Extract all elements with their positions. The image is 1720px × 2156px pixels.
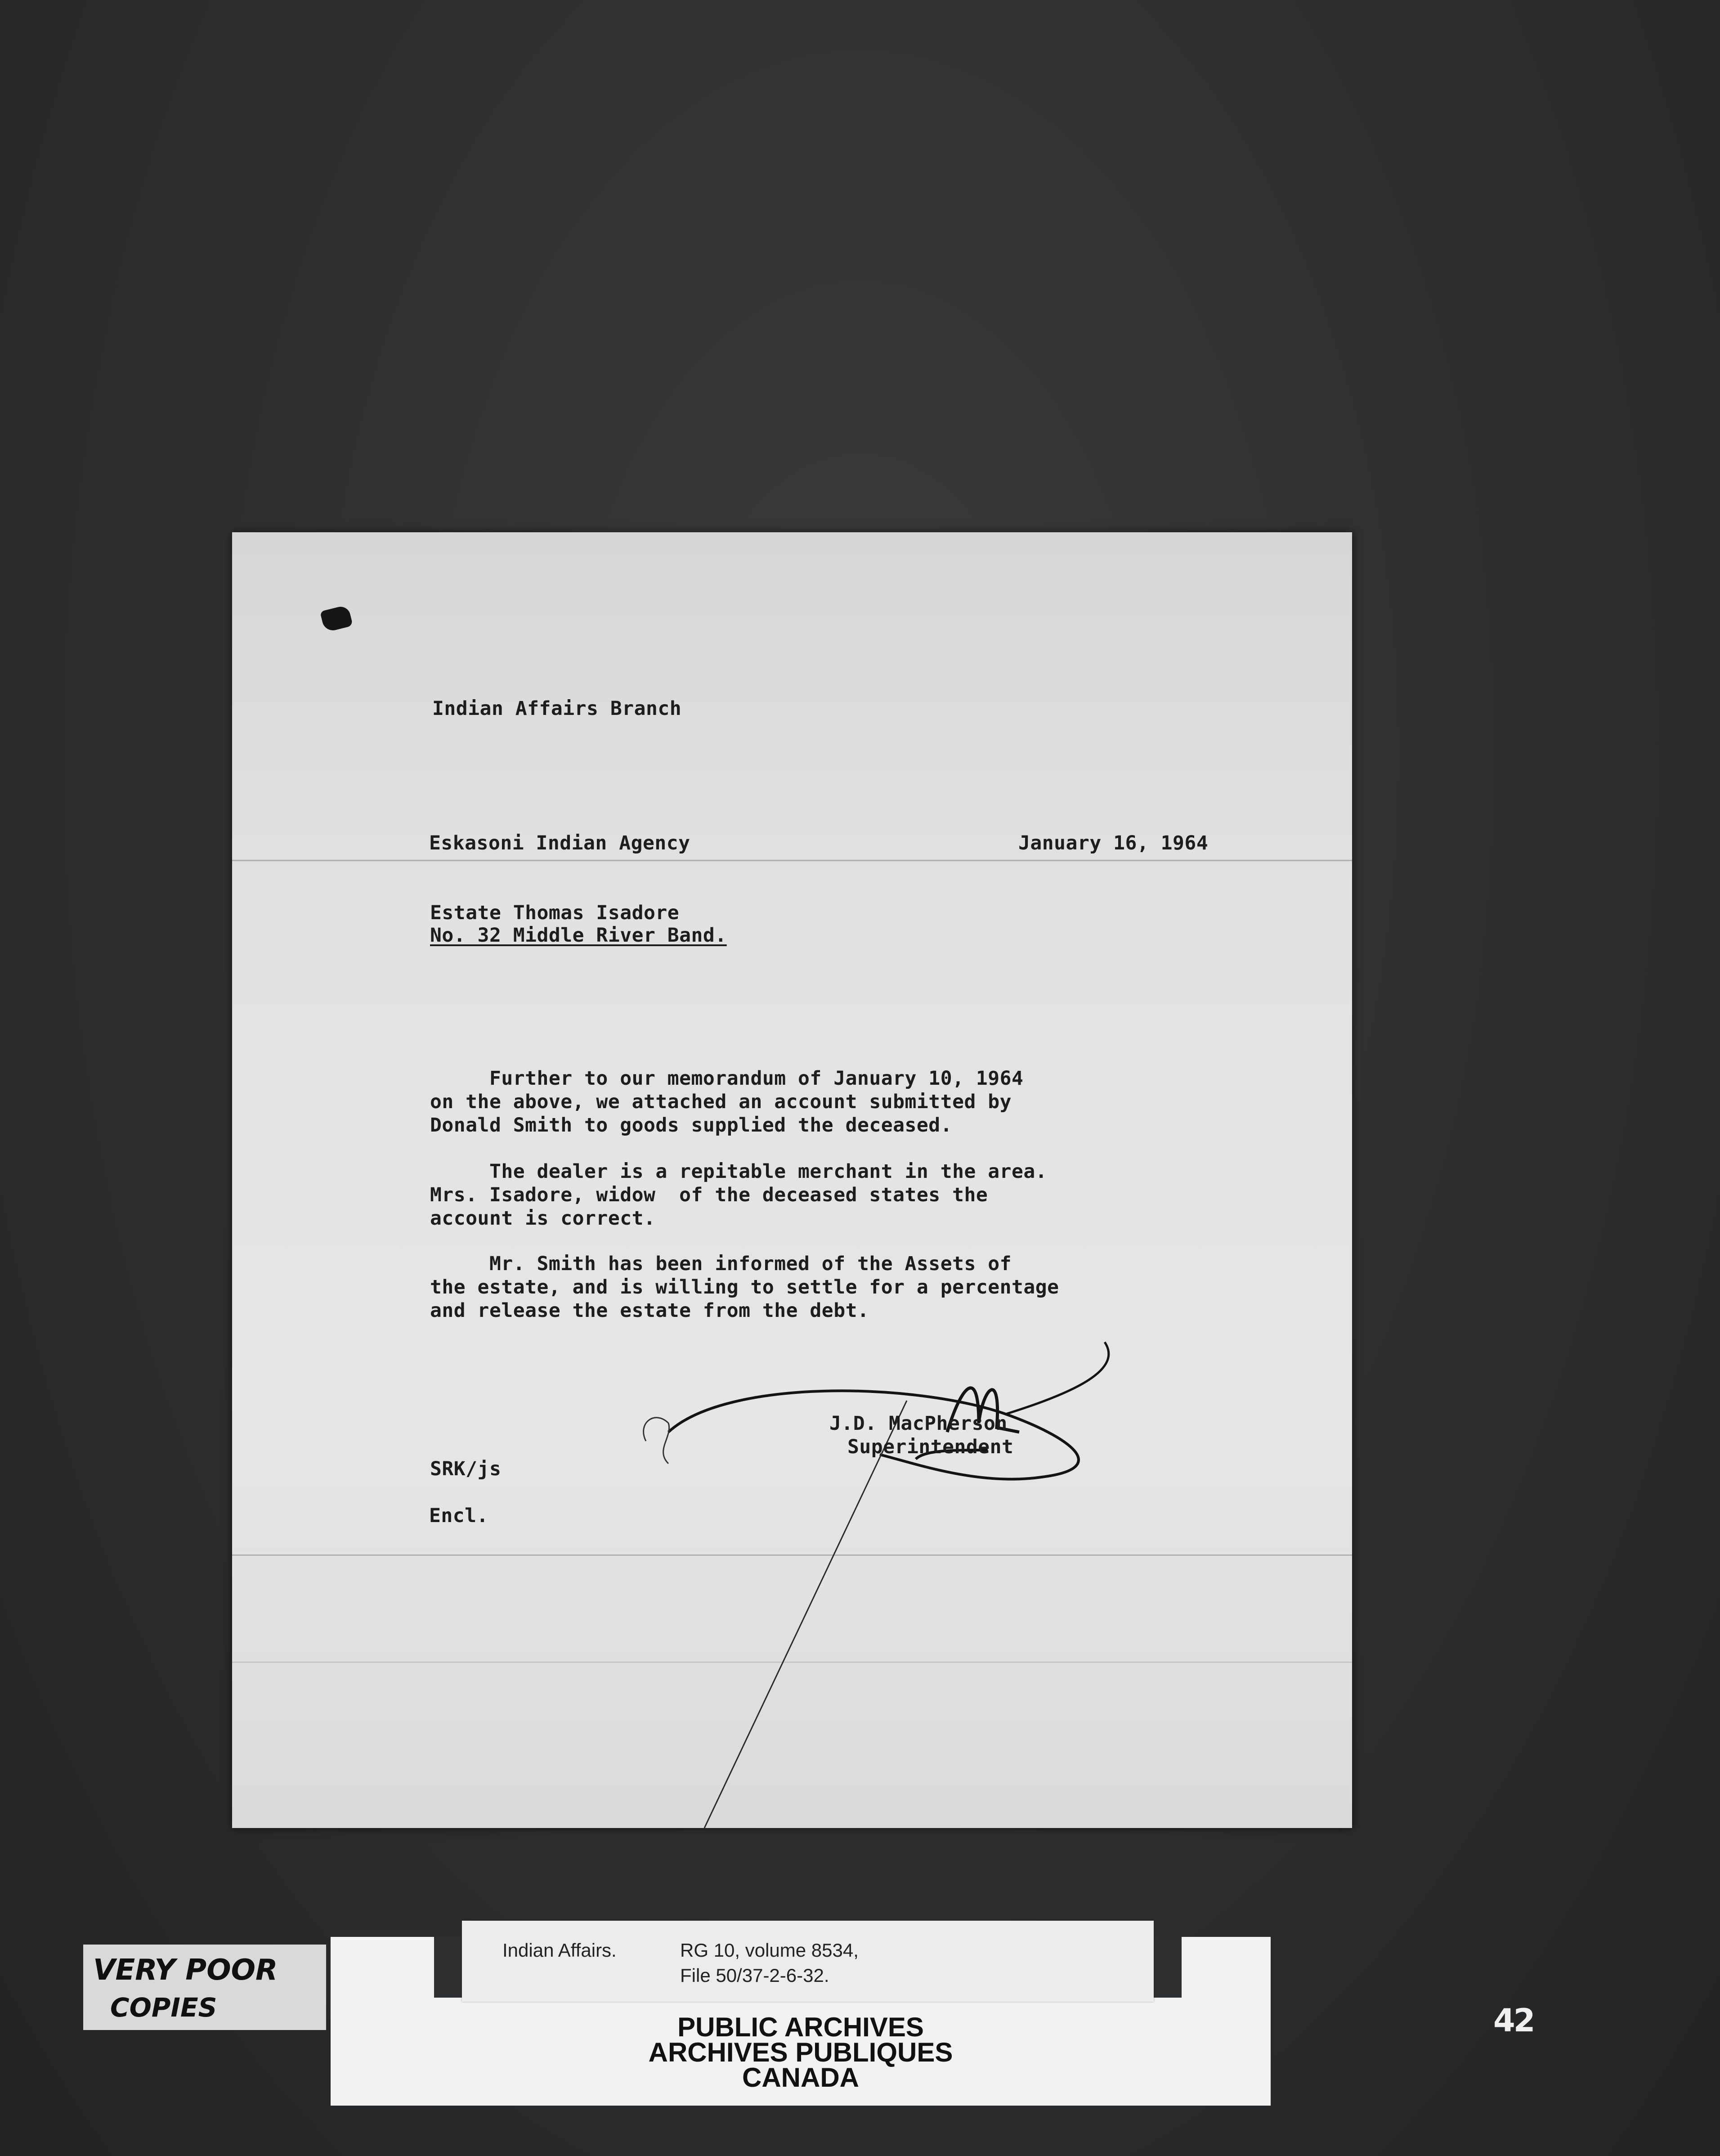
archive-reference-card: [462, 1921, 1154, 2002]
body-paragraph-2: The dealer is a repitable merchant in the area. Mrs. Isadore, widow of the deceased states the account is correct.: [430, 1160, 1048, 1230]
ink-blot: [320, 605, 353, 633]
page-crease: [232, 860, 1352, 861]
archive-label: [331, 1937, 1271, 2106]
letter-page: [232, 532, 1352, 1828]
archive-collection: Indian Affairs.: [502, 1940, 617, 1961]
agency-name: Eskasoni Indian Agency: [429, 832, 690, 854]
signatory-title: Superintendent: [847, 1436, 1014, 1458]
quality-note-line-2: COPIES: [110, 1992, 217, 2023]
signatory-name: J.D. MacPherson: [829, 1412, 1008, 1435]
handwritten-quality-note: [83, 1945, 326, 2030]
handwritten-signature: [637, 1315, 1352, 1828]
label-notch: [434, 1937, 462, 1998]
label-notch: [1154, 1937, 1182, 1998]
subject-band: No. 32 Middle River Band.: [430, 924, 727, 947]
body-paragraph-1: Further to our memorandum of January 10, 1964 on the above, we attached an account submitted by Donald Smith to goods supplied the deceased.: [430, 1067, 1024, 1136]
archive-country: CANADA: [742, 2062, 859, 2093]
archive-name-english: PUBLIC ARCHIVES: [677, 2012, 924, 2042]
quality-note-line-1: VERY POOR: [93, 1954, 278, 1987]
letter-date: January 16, 1964: [1018, 832, 1209, 854]
subject-estate: Estate Thomas Isadore: [430, 902, 680, 924]
reference-initials: SRK/js: [430, 1458, 502, 1480]
archive-volume: RG 10, volume 8534,: [680, 1940, 859, 1961]
frame-number: 42: [1493, 2002, 1534, 2039]
department-heading: Indian Affairs Branch: [432, 697, 682, 720]
enclosure-note: Encl.: [429, 1505, 488, 1527]
archive-file: File 50/37-2-6-32.: [680, 1965, 829, 1986]
archive-name-french: ARCHIVES PUBLIQUES: [648, 2037, 953, 2067]
body-paragraph-3: Mr. Smith has been informed of the Assets of the estate, and is willing to settle for a percentage and release the estate from the debt.: [430, 1253, 1059, 1322]
